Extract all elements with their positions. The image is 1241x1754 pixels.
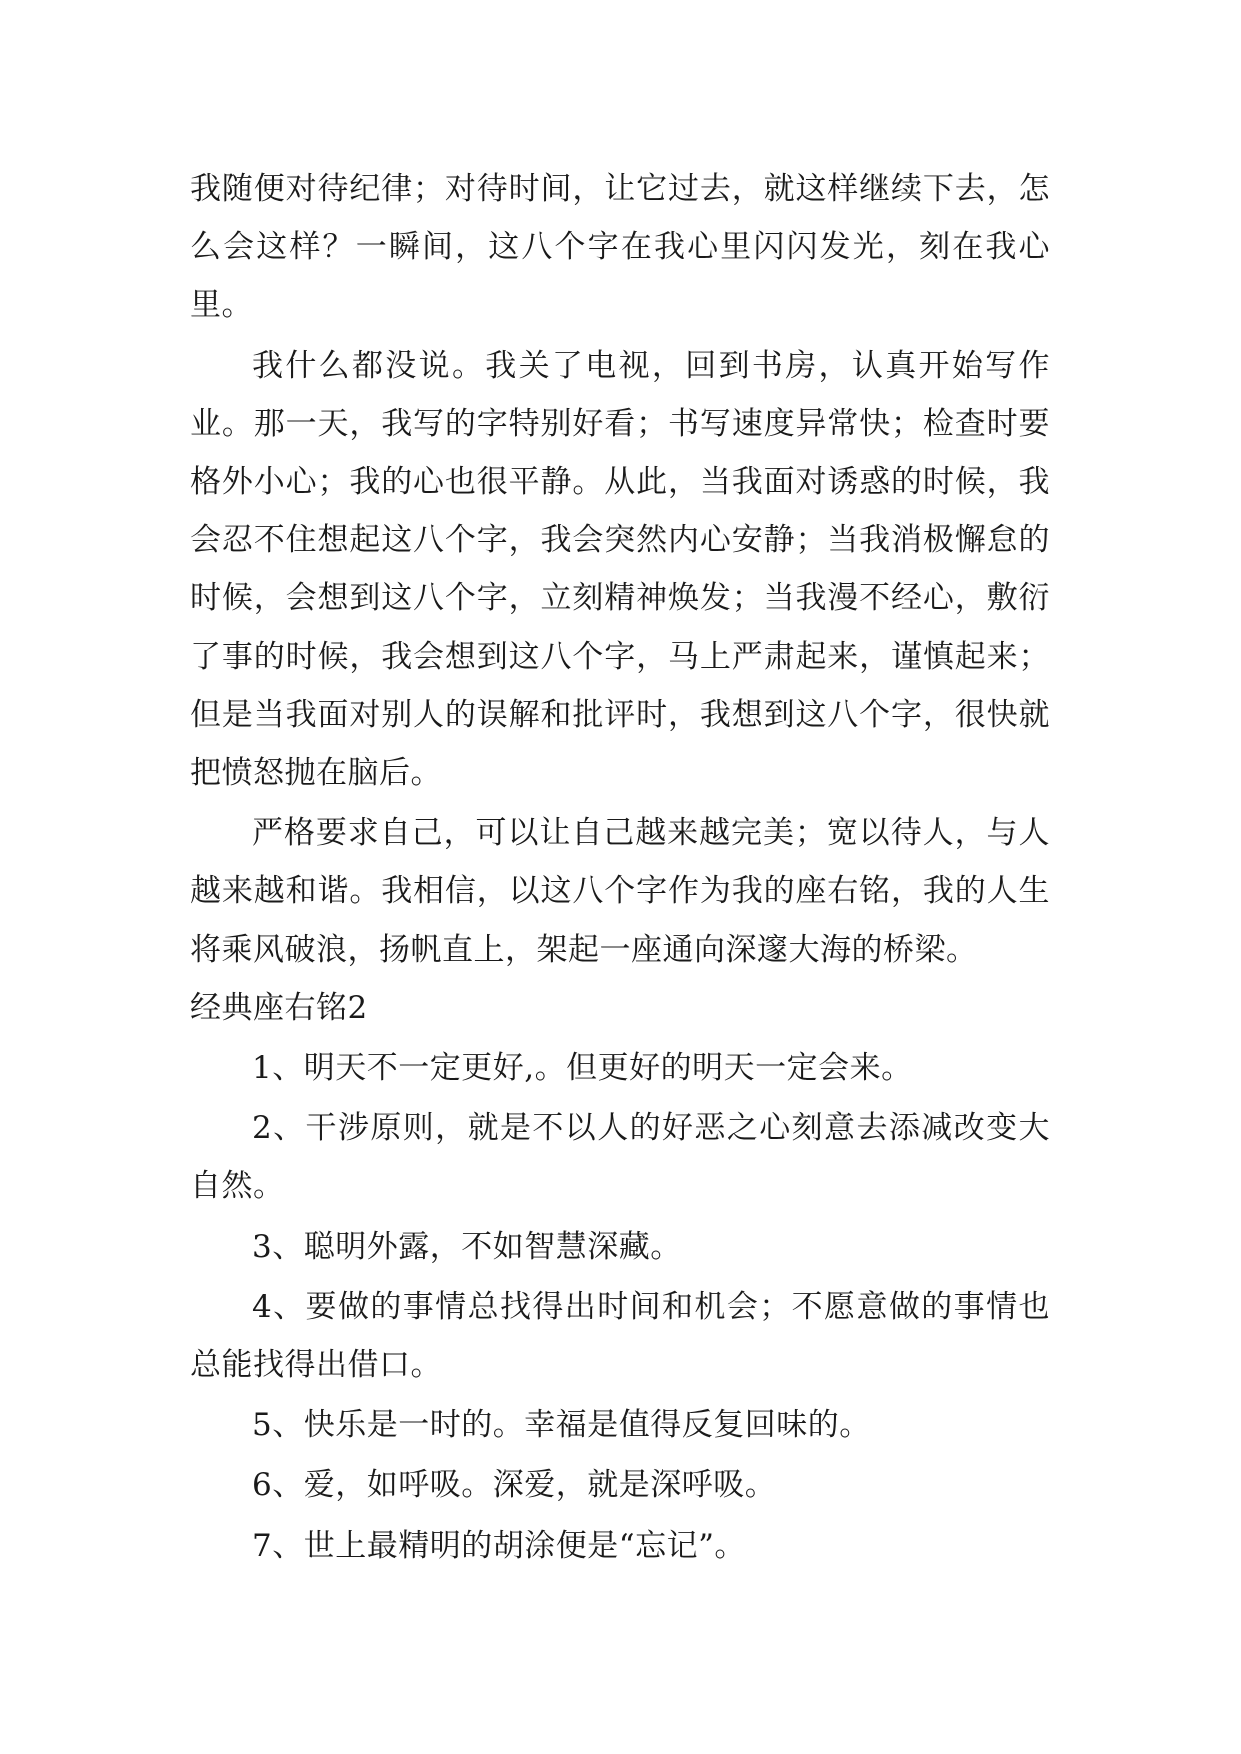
list-item-7: 7、世上最精明的胡涂便是“忘记”。 <box>252 1527 746 1564</box>
paragraph-2: 我什么都没说。我关了电视，回到书房，认真开始写作业。那一天，我写的字特别好看；书写速度异常快；检查时要格外小心；我的心也很平静。从此，当我面对诱惑的时候，我会忍不住想起这八个字，我会突然内心安静；当我消极懈怠的时候，会想到这八个字，立刻精神焕发；当我漫不经心，敷衍了事的时候，我会想到这八个字，马上严肃起来，谨慎起来；但是当我面对别人的误解和批评时，我想到这八个字，很快就把愤怒抛在脑后。 <box>190 347 1050 792</box>
list-item-1: 1、明天不一定更好,。但更好的明天一定会来。 <box>252 1050 913 1087</box>
body-text <box>190 160 1050 1575</box>
paragraph-3: 严格要求自己，可以让自己越来越完美；宽以待人，与人越来越和谐。我相信，以这八个字作为我的座右铭，我的人生将乘风破浪，扬帆直上，架起一座通向深邃大海的桥梁。 <box>190 815 1050 968</box>
list-item-3: 3、聪明外露，不如智慧深藏。 <box>252 1228 682 1265</box>
paragraph-1: 我随便对待纪律；对待时间，让它过去，就这样继续下去，怎么会这样？一瞬间，这八个字在我心里闪闪发光，刻在我心里。 <box>190 171 1050 324</box>
list-item-6: 6、爱，如呼吸。深爱，就是深呼吸。 <box>252 1467 777 1504</box>
list-item-2: 2、干涉原则，就是不以人的好恶之心刻意去添减改变大自然。 <box>190 1110 1050 1205</box>
list-item-4: 4、要做的事情总找得出时间和机会；不愿意做的事情也总能找得出借口。 <box>190 1288 1050 1384</box>
section-title: 经典座右铭2 <box>190 989 368 1026</box>
list-item-5: 5、快乐是一时的。幸福是值得反复回味的。 <box>252 1407 871 1444</box>
